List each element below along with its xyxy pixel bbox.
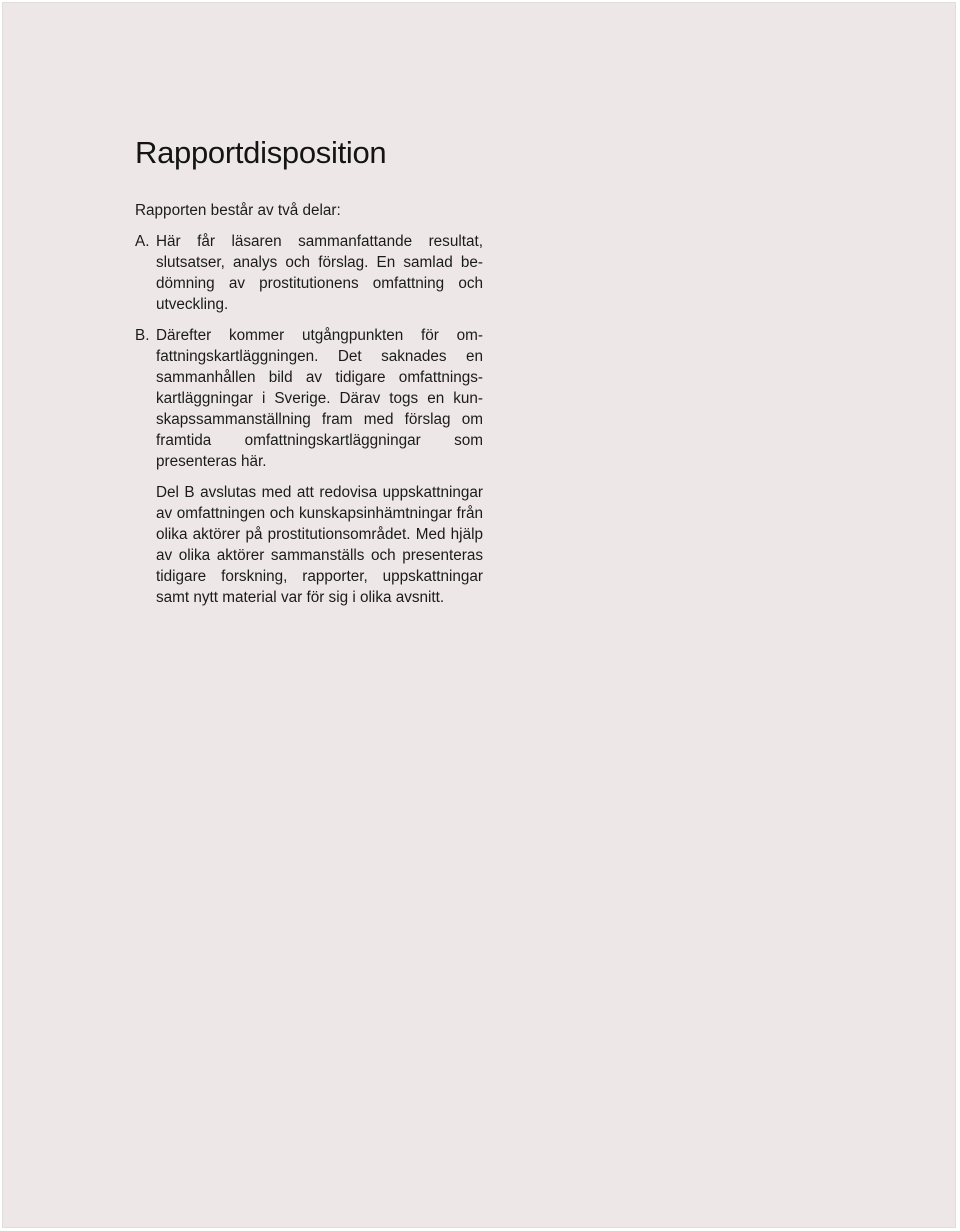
page-content (135, 133, 483, 618)
section-b (135, 325, 483, 608)
section-a-paragraph-1: Här får läsaren sammanfattande resultat, slutsatser, analys och förslag. En samlad bedömning av prostitutionens omfattning och utveckling. (156, 233, 483, 313)
section-a-marker: A. (135, 233, 150, 250)
section-b-paragraph-2: Del B avslutas med att redovisa uppskattningar av omfattningen och kunskapsinhämtningar från olika aktörer på prostitutionsområdet. Med hjälp av olika aktörer sammanställs och presenteras tidigare forskning, rapporter, uppskattningar samt nytt material var för sig i olika avsnitt. (156, 484, 483, 606)
section-b-marker: B. (135, 327, 150, 344)
section-b-paragraph-1: Därefter kommer utgångpunkten för omfattningskartläggningen. Det saknades en sammanhållen bild av tidigare omfattningskartläggningar i Sverige. Därav togs en kunskapssammanställning fram med förslag om framtida omfattningskartläggningar som presenteras här. (156, 327, 483, 470)
intro-text: Rapporten består av två delar: (135, 202, 341, 219)
section-a (135, 231, 483, 315)
document-page (3, 3, 955, 1227)
page-title: Rapportdisposition (135, 135, 387, 170)
